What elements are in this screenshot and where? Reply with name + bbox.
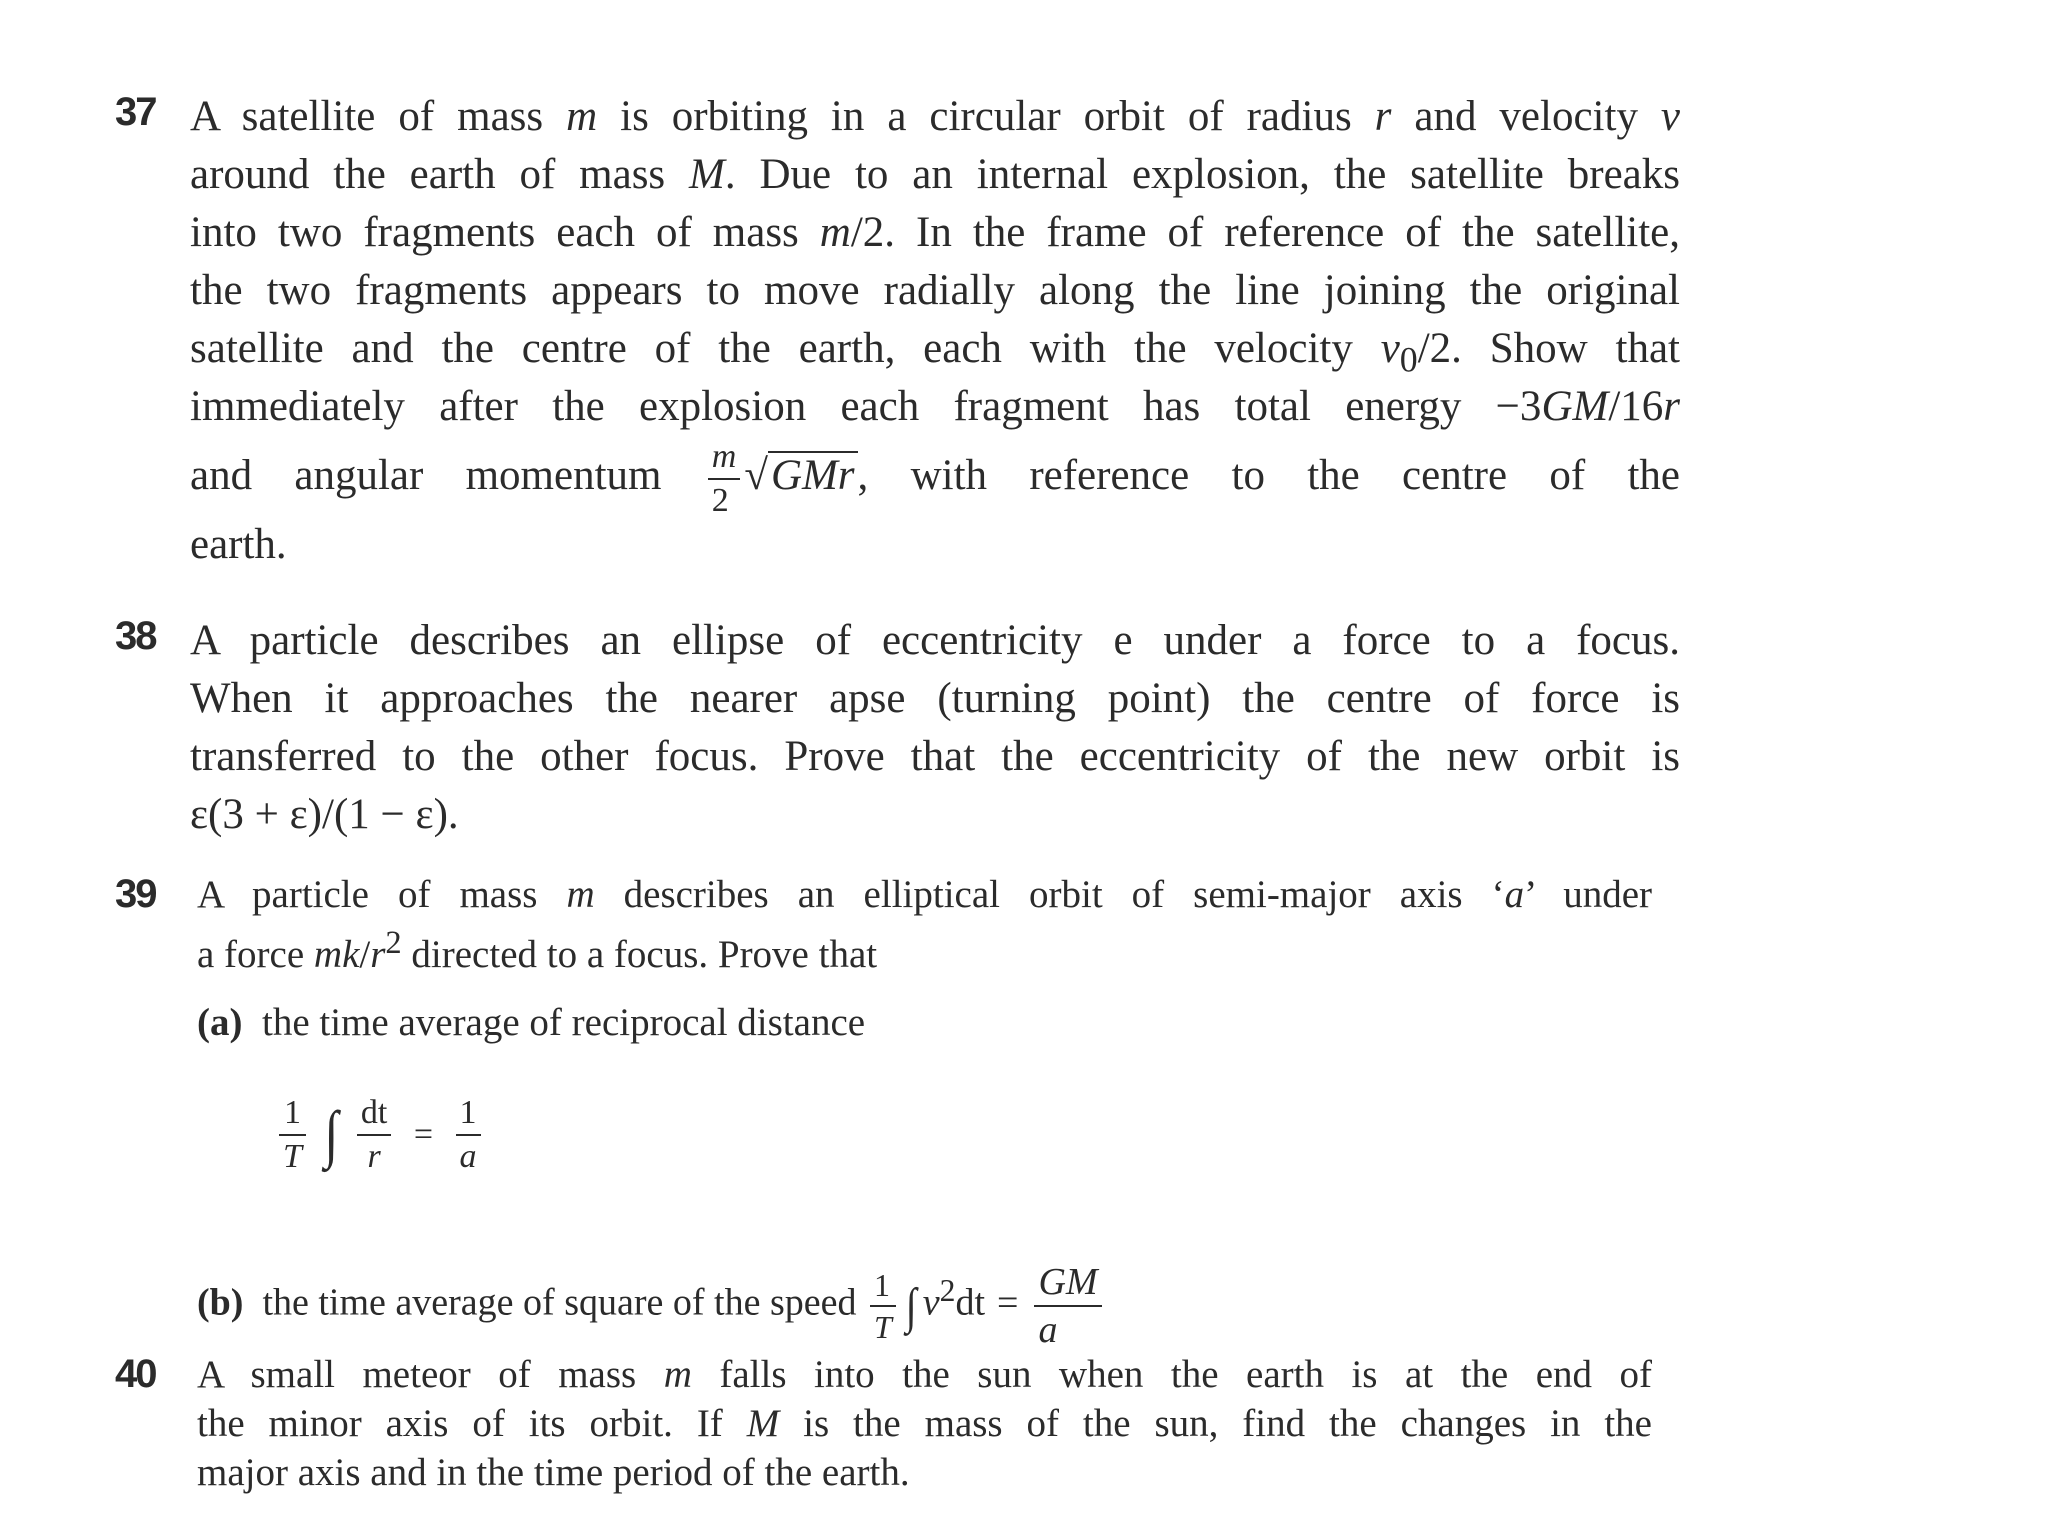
text-line: ε(3 + ε)/(1 − ε). (190, 791, 459, 838)
problem-number: 37 (115, 90, 156, 134)
text-line: earth. (190, 521, 287, 568)
text-line: immediately after the explosion each fragment has total energy −3GM/16r (190, 383, 1680, 430)
part-a (197, 998, 1397, 1047)
problem-number: 40 (115, 1352, 156, 1396)
text-line: A satellite of mass m is orbiting in a circular orbit of radius r and velocity v (190, 93, 1680, 140)
text-line: (b) the time average of square of the speed $\frac{1}{T}$ ∫ $v^2dt$ = $\frac{GM}{a}$ (197, 1236, 1497, 1346)
problem-text (190, 612, 1680, 844)
text-line: A particle of mass m describes an elliptical orbit of semi-major axis ‘a’ under (197, 873, 1652, 916)
problem-text (197, 1350, 1652, 1497)
text-line: around the earth of mass M. Due to an internal explosion, the satellite breaks (190, 151, 1680, 198)
text-line: a force $mk/r^2$ directed to a focus. Prove that (197, 925, 878, 976)
text-line: the two fragments appears to move radially along the line joining the original (190, 267, 1680, 314)
fraction-m-over-2: $\frac{m}{2}$ (708, 440, 741, 518)
text-line: A particle describes an ellipse of eccentricity e under a force to a focus. (190, 617, 1680, 664)
problem-number: 39 (115, 872, 156, 916)
text-line: and angular momentum $\frac{m}{2}$ √GMr, with reference to the centre of the (190, 436, 1680, 516)
problem-number: 38 (115, 614, 156, 658)
text-line: When it approaches the nearer apse (turning point) the centre of force is (190, 675, 1680, 722)
problem-text (190, 88, 1680, 574)
text-line: satellite and the centre of the earth, each with the velocity $v_0/2$. Show that (190, 325, 1680, 380)
text-line: into two fragments each of mass m/2. In the frame of reference of the satellite, (190, 209, 1681, 256)
text-line: (a) the time average of reciprocal distance (197, 1001, 866, 1044)
problem-text (197, 870, 1652, 976)
text-line: transferred to the other focus. Prove that the eccentricity of the new orbit is (190, 733, 1680, 780)
text-line: A small meteor of mass m falls into the sun when the earth is at the end of (197, 1353, 1652, 1396)
sqrt-gmr: √GMr (744, 436, 857, 516)
text-line: major axis and in the time period of the earth. (197, 1451, 910, 1494)
text-line: the minor axis of its orbit. If M is the mass of the sun, find the changes in the (197, 1402, 1652, 1445)
part-b (197, 1236, 1497, 1351)
equation-a: $\frac{1}{T}$ ∫ $\frac{dt}{r}$ = $\frac{1}{a}$ (275, 1096, 485, 1174)
